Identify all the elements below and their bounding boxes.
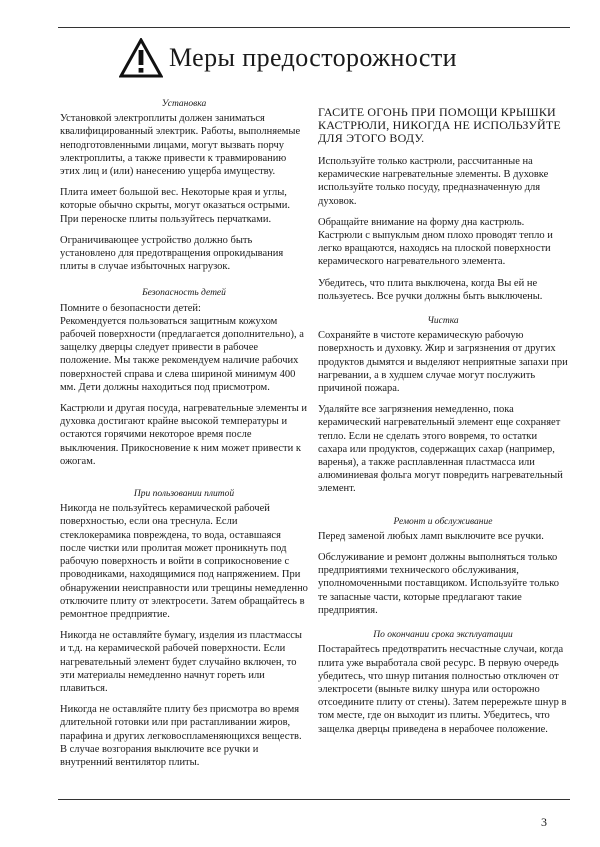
section-heading-end-of-life: По окончании срока эксплуатации (373, 630, 513, 641)
paragraph: Удаляйте все загрязнения немедленно, пока керамический нагревательный элемент еще сохраняет тепло. Если не сделать этого вовремя, то остатки сахара или продуктов, содержащих сахар (например, варенья), а также расплавленная пластмасса или алюминиевая фольга могут повредить нагревательный элемент. (318, 404, 563, 495)
paragraph: Никогда не оставляйте бумагу, изделия из пластмассы и т.д. на керамической рабочей поверхности. Если нагревательный элемент будет случайно включен, то эти материалы немедленно начнут гореть или плавиться. (60, 630, 302, 694)
paragraph: Никогда не пользуйтесь керамической рабочей поверхностью, если она треснула. Если стеклокерамика повреждена, то вода, оставшаяся после чистки или пролитая может проникнуть под рабочую поверхность и войти в соприкосновение с проводниками, находящимися под напряжением. При обнаружении неисправности или трещины немедленно отключите плиту от электросети. Затем обращайтесь в ремонтное предприятие. (60, 503, 308, 620)
section-heading-child-safety: Безопасность детей (142, 288, 226, 299)
warning-triangle-icon (119, 38, 163, 78)
paragraph: Перед заменой любых ламп выключите все ручки. (318, 530, 544, 542)
paragraph: Кастрюли и другая посуда, нагревательные элементы и духовка достигают крайне высокой температуры и остаются горячими некоторое время после выключения. Прикосновение к ним может привести к ожогам. (60, 403, 308, 467)
paragraph: Убедитесь, что плита выключена, когда Вы ей не пользуетесь. Все ручки должны быть выключены. (318, 277, 543, 302)
page-title: Меры предосторожности (169, 43, 457, 72)
section-heading-using-cooker: При пользовании плитой (133, 489, 235, 500)
paragraph: Никогда не оставляйте плиту без присмотра во время длительной готовки или при растапливании жиров, парафина и других легковоспламеняющихся веществ. В случае возгорания выключите все ручки и внутренний вентилятор плиты. (60, 704, 302, 768)
paragraph: Плита имеет большой вес. Некоторые края и углы, которые обычно скрыты, могут оказаться острыми. При переноске плиты пользуйтесь перчатками. (60, 187, 290, 225)
bottom-rule (58, 799, 570, 800)
paragraph: Постарайтесь предотвратить несчастные случаи, когда плита уже выработала свой ресурс. В первую очередь убедитесь, что шнур питания полностью отключен от электросети (выньте вилку шнура или осторожно отсоедините плиту от стены). Затем перережьте шнур в том месте, где он выходит из плиты. Убедитесь, что защелка дверцы приведена в нерабочее положение. (318, 644, 567, 735)
paragraph: Рекомендуется пользоваться защитным кожухом рабочей поверхности (предлагается дополнительно), а защелку дверцы следует привести в рабочее положение. Мы также рекомендуем наличие рабочих поверхностей справа и слева шириной минимум 400 мм. Дети должны находиться под присмотром. (60, 315, 304, 393)
paragraph: Ограничивающее устройство должно быть установлено для предотвращения опрокидывания плиты в случае избыточных нагрузок. (60, 234, 284, 273)
paragraph: Обращайте внимание на форму дна кастрюль. Кастрюли с выпуклым дном плохо проводят тепло и легко вращаются, находясь на плоской поверхности керамического нагревательного элемента. (318, 216, 553, 268)
right-column (318, 98, 568, 744)
page-number: 3 (541, 815, 547, 829)
section-heading-repair: Ремонт и обслуживание (393, 516, 493, 527)
title-block (119, 38, 457, 78)
section-heading-cleaning: Чистка (427, 316, 459, 327)
left-column (60, 98, 308, 777)
top-rule (58, 27, 570, 28)
paragraph: Установкой электроплиты должен заниматься квалифицированный электрик. Работы, выполняемые неподготовленными лицами, могут вызвать порчу электроплиты, а также привести к травмированию этих лиц и (или) нанесению ущерба имуществу. (60, 113, 301, 178)
paragraph: Обслуживание и ремонт должны выполняться только предприятиями технического обслуживания, уполномоченными поставщиком. Используйте только те запасные части, которые предлагают такие предприятия. (318, 552, 560, 616)
paragraph: Сохраняйте в чистоте керамическую рабочую поверхность и духовку. Жир и загрязнения от других продуктов дымятся и выделяют неприятные запахи при нагревании, а в худшем случае могут послужить причиной пожара. (318, 330, 568, 395)
paragraph: Помните о безопасности детей: (60, 302, 201, 314)
fire-warning-heading: ГАСИТЕ ОГОНЬ ПРИ ПОМОЩИ КРЫШКИ КАСТРЮЛИ, НИКОГДА НЕ ИСПОЛЬЗУЙТЕ ДЛЯ ЭТОГО ВОДУ. (318, 105, 561, 145)
section-heading-installation: Установка (161, 99, 207, 109)
paragraph: Используйте только кастрюли, рассчитанные на керамические нагревательные элементы. В духовке используйте только посуду, предназначенную для духовок. (318, 156, 549, 207)
